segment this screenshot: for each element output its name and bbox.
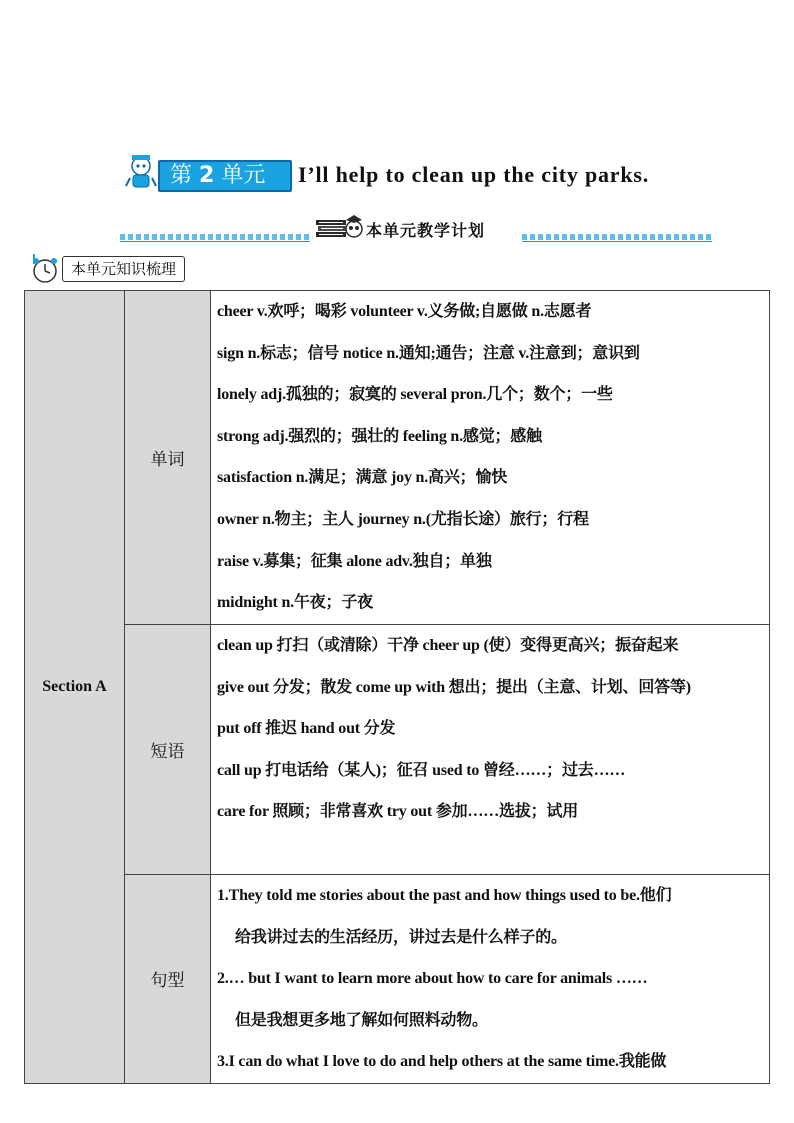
mascot-icon (124, 152, 158, 192)
words-content (211, 291, 770, 625)
list-item: put off 推迟 hand out 分发 (217, 720, 396, 738)
plan-bar (120, 210, 712, 244)
decorative-divider-right (522, 234, 712, 240)
list-item: raise v.募集；征集 alone adv.独自；单独 (217, 552, 492, 570)
list-item: lonely adj.孤独的；寂寞的 several pron.几个；数个；一些 (217, 386, 613, 404)
decorative-divider-left (120, 234, 310, 240)
clock-icon (30, 254, 64, 284)
list-item: midnight n.午夜；子夜 (217, 594, 373, 612)
knowledge-tag: 本单元知识梳理 (62, 256, 185, 282)
list-item: 2.… but I want to learn more about how to care for animals …… (217, 970, 648, 988)
category-sentences: 句型 (125, 875, 211, 1084)
list-item: owner n.物主；主人 journey n.(尤指长途）旅行；行程 (217, 510, 589, 528)
phrases-content (211, 625, 770, 875)
books-owl-icon (314, 212, 364, 242)
list-item: 但是我想更多地了解如何照料动物。 (235, 1011, 488, 1029)
list-item: 给我讲过去的生活经历，讲过去是什么样子的。 (235, 928, 567, 946)
table-row (25, 625, 770, 875)
unit-badge-suffix: 单元 (221, 163, 266, 188)
category-words: 单词 (125, 291, 211, 625)
knowledge-table (24, 290, 770, 1084)
unit-badge-prefix: 第 (170, 163, 193, 188)
list-item: sign n.标志；信号 notice n.通知;通告；注意 v.注意到；意识到 (217, 344, 640, 362)
table-row (25, 291, 770, 625)
list-item: give out 分发；散发 come up with 想出；提出（主意、计划、回答等) (217, 678, 691, 696)
list-item: strong adj.强烈的；强壮的 feeling n.感觉；感触 (217, 427, 542, 445)
sentences-content (211, 875, 770, 1084)
list-item: cheer v.欢呼；喝彩 volunteer v.义务做;自愿做 n.志愿者 (217, 303, 592, 320)
section-label: Section A (25, 291, 125, 1084)
unit-badge-number: 2 (199, 163, 215, 188)
list-item: 3.I can do what I love to do and help others at the same time.我能做 (217, 1053, 667, 1071)
list-item: clean up 打扫（或清除）干净 cheer up (使）变得更高兴；振奋起来 (217, 637, 679, 654)
table-row (25, 875, 770, 1084)
list-item: satisfaction n.满足；满意 joy n.高兴；愉快 (217, 469, 508, 487)
list-item: care for 照顾；非常喜欢 try out 参加……选拔；试用 (217, 803, 579, 821)
plan-title: 本单元教学计划 (366, 221, 486, 240)
unit-badge (158, 160, 292, 192)
list-item: 1.They told me stories about the past and how things used to be.他们 (217, 887, 672, 904)
list-item: call up 打电话给（某人)；征召 used to 曾经……；过去…… (217, 761, 626, 779)
unit-title: I’ll help to clean up the city parks. (298, 162, 650, 187)
unit-header (120, 150, 720, 200)
category-phrases: 短语 (125, 625, 211, 875)
